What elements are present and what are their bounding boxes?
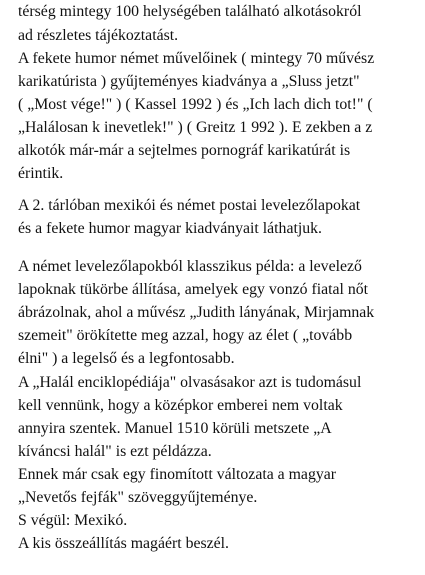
text-line: alkotók már-már a sejtelmes pornográf karikatúrát is (18, 142, 351, 159)
text-line: A 2. tárlóban mexikói és német postai levelezőlapokat (18, 197, 361, 214)
text-line: térség mintegy 100 helységében található alkotásokról (18, 3, 362, 20)
text-line: „Nevetős fejfák" szöveggyűjteménye. (18, 489, 258, 506)
text-line: Ennek már csak egy finomított változata a magyar (18, 466, 337, 483)
text-line: S végül: Mexikó. (18, 512, 128, 529)
text-line: A „Halál enciklopédiája" olvasásakor azt is tudomásul (18, 374, 362, 391)
text-line: lapoknak tükörbe állítása, amelyek egy vonzó fiatal nőt (18, 281, 369, 298)
text-line: érintik. (18, 165, 64, 182)
text-line: A kis összeállítás magáért beszél. (18, 535, 229, 552)
text-line: karikatúrista ) gyűjteményes kiadványa a „Sluss jetzt" (18, 73, 360, 90)
text-line: élni" ) a legelső és a legfontosabb. (18, 350, 235, 367)
text-line: annyira szentek. Manuel 1510 körüli metszete „A (18, 420, 332, 437)
text-line: kell vennünk, hogy a középkor emberei nem voltak (18, 397, 343, 414)
text-line: A fekete humor német művelőinek ( mintegy 70 művész (18, 50, 375, 67)
text-line: szemeit" örökítette meg azzal, hogy az élet ( „tovább (18, 327, 353, 344)
text-line: ad részletes tájékoztatást. (18, 27, 179, 44)
text-line: ( „Most vége!" ) ( Kassel 1992 ) és „Ich lach dich tot!" ( (18, 96, 373, 113)
text-line: A német levelezőlapokból klasszikus példa: a levelező (18, 258, 362, 275)
text-line: ábrázolnak, ahol a művész „Judith lányának, Mirjamnak (18, 304, 375, 321)
text-line: és a fekete humor magyar kiadványait láthatjuk. (18, 220, 322, 237)
text-line: „Halálosan k inevetlek!" ) ( Greitz 1 992 ). E zekben a z (18, 119, 373, 136)
text-line: kíváncsi halál" is ezt példázza. (18, 443, 212, 460)
